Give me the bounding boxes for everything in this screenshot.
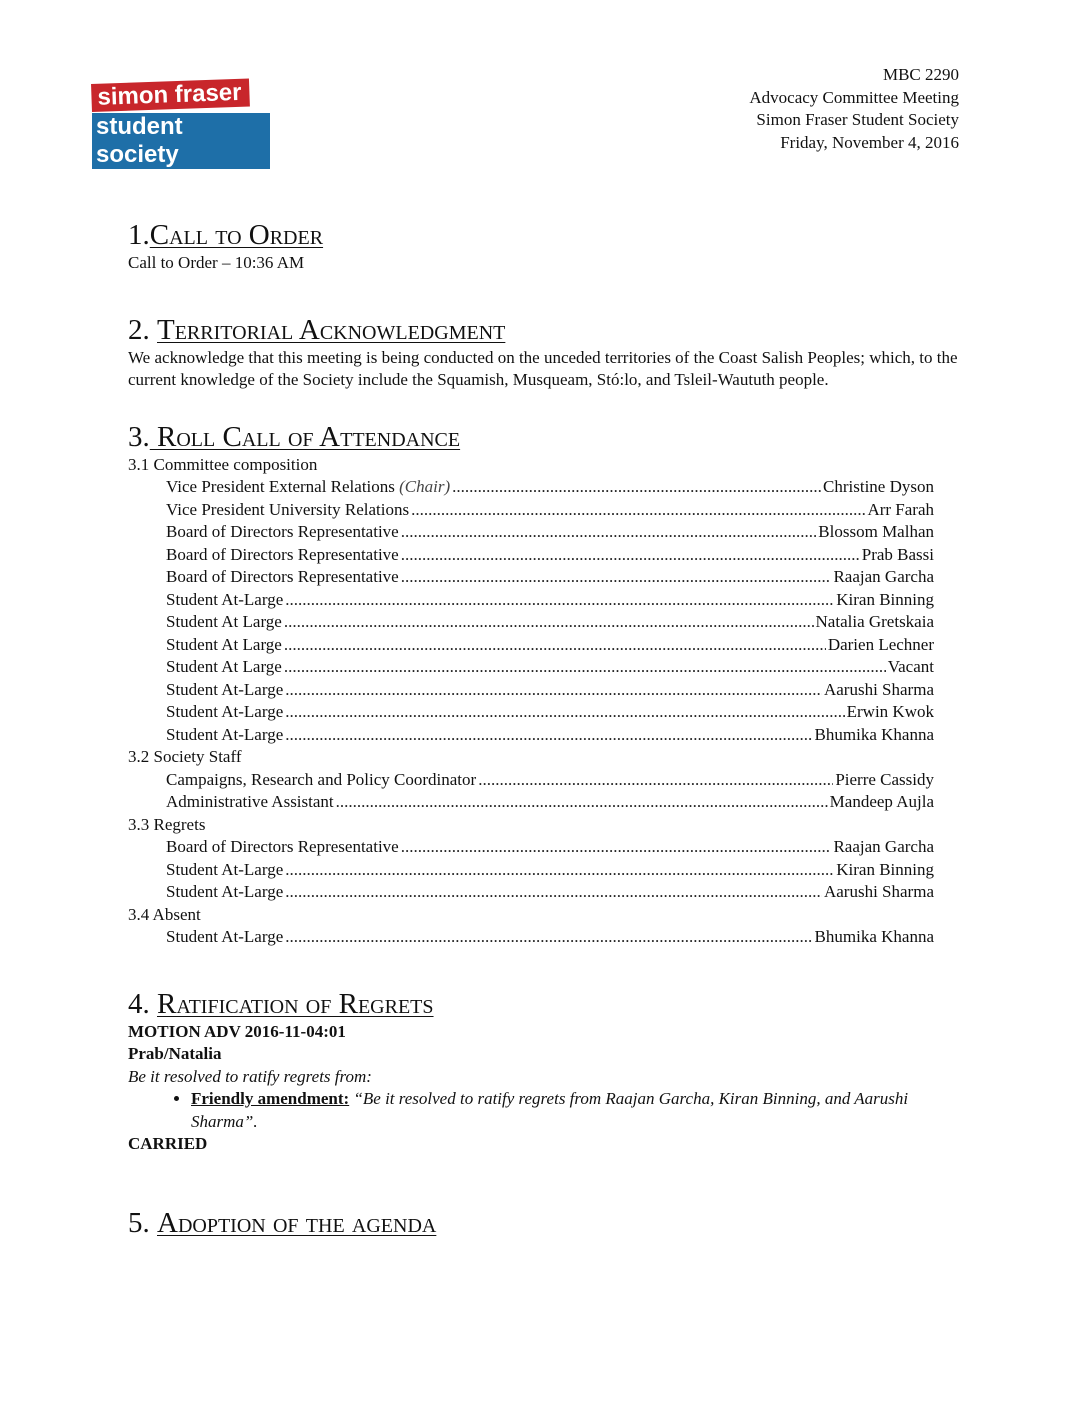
attendee-role: Vice President University Relations xyxy=(166,499,410,519)
attendee-name: Mandeep Aujla xyxy=(829,792,934,811)
header-meeting: Advocacy Committee Meeting xyxy=(749,87,959,107)
list-item xyxy=(191,1088,960,1133)
attendee-name: Darien Lechner xyxy=(827,634,934,654)
attendance-row xyxy=(166,566,934,589)
attendee-role: Student At-Large xyxy=(166,679,284,699)
dot-leader xyxy=(285,701,844,724)
section-roll-call xyxy=(128,420,960,949)
dot-leader xyxy=(336,791,828,814)
attendee-role: Vice President External Relations (Chair) xyxy=(166,477,451,496)
attendee-role: Board of Directors Representative xyxy=(166,522,399,541)
attendee-name: Kiran Binning xyxy=(836,589,934,609)
attendance-row xyxy=(166,611,934,634)
attendee-name: Aarushi Sharma xyxy=(823,679,934,699)
amendment-label: Friendly amendment: xyxy=(191,1089,350,1108)
minutes-body xyxy=(128,218,960,1240)
attendee-role: Student At-Large xyxy=(166,589,284,609)
attendee-name: Aarushi Sharma xyxy=(823,882,934,901)
logo-line-1: simon fraser xyxy=(91,79,250,112)
section-heading: 2. Territorial Acknowledgment xyxy=(128,313,506,346)
section-adoption-of-agenda xyxy=(128,1206,960,1240)
absent-list xyxy=(128,926,960,949)
attendee-name: Bhumika Khanna xyxy=(814,724,934,744)
section-heading: 3. Roll Call of Attendance xyxy=(128,420,461,453)
dot-leader xyxy=(284,634,826,657)
attendance-row xyxy=(166,634,934,657)
attendee-role: Campaigns, Research and Policy Coordinator xyxy=(166,769,477,789)
attendance-row xyxy=(166,544,934,567)
composition-list xyxy=(128,476,960,746)
regrets-label: 3.3 Regrets xyxy=(128,814,206,834)
attendance-row xyxy=(166,836,934,859)
dot-leader xyxy=(478,769,833,792)
dot-leader xyxy=(401,544,860,567)
attendee-role: Administrative Assistant xyxy=(166,792,334,811)
section-ratification-of-regrets xyxy=(128,987,960,1156)
header-room: MBC 2290 xyxy=(882,65,959,84)
dot-leader xyxy=(284,656,886,679)
dot-leader xyxy=(452,476,821,499)
dot-leader xyxy=(401,836,832,859)
attendee-name: Bhumika Khanna xyxy=(814,927,934,946)
dot-leader xyxy=(411,499,865,522)
regrets-list xyxy=(128,836,960,904)
attendee-name: Prab Bassi xyxy=(861,544,934,564)
dot-leader xyxy=(284,611,814,634)
section-heading: 5. Adoption of the agenda xyxy=(128,1206,437,1239)
dot-leader xyxy=(285,859,834,882)
composition-label: 3.1 Committee composition xyxy=(128,454,318,474)
call-to-order-text: Call to Order – 10:36 AM xyxy=(128,253,305,272)
attendance-row xyxy=(166,724,934,747)
attendee-name: Pierre Cassidy xyxy=(835,769,934,789)
attendee-role: Student At Large xyxy=(166,634,282,654)
motion-number: MOTION ADV 2016-11-04:01 xyxy=(128,1021,346,1041)
header-org: Simon Fraser Student Society xyxy=(756,110,959,129)
attendee-role: Board of Directors Representative xyxy=(166,837,399,856)
section-heading: 4. Ratification of Regrets xyxy=(128,987,434,1020)
attendee-name: Raajan Garcha xyxy=(833,837,934,856)
attendee-note: (Chair) xyxy=(399,477,451,496)
header-date: Friday, November 4, 2016 xyxy=(780,132,959,152)
logo-line-2: student society xyxy=(92,113,270,169)
attendee-name: Vacant xyxy=(887,657,934,676)
attendee-name: Arr Farah xyxy=(867,499,934,519)
attendee-name: Kiran Binning xyxy=(836,859,934,879)
attendance-row xyxy=(166,499,934,522)
amendment-list xyxy=(128,1088,960,1133)
attendance-row xyxy=(166,476,934,499)
attendance-row xyxy=(166,589,934,612)
attendance-row xyxy=(166,521,934,544)
dot-leader xyxy=(285,881,822,904)
attendee-role: Student At-Large xyxy=(166,724,284,744)
attendee-role: Student At-Large xyxy=(166,927,284,946)
attendance-row xyxy=(166,791,934,814)
attendee-role: Student At-Large xyxy=(166,702,284,721)
absent-label: 3.4 Absent xyxy=(128,904,201,924)
staff-list xyxy=(128,769,960,814)
dot-leader xyxy=(401,566,832,589)
attendee-role: Board of Directors Representative xyxy=(166,567,399,586)
motion-result: CARRIED xyxy=(128,1134,208,1153)
attendee-role: Student At-Large xyxy=(166,859,284,879)
amendment-text: “Be it resolved to ratify regrets from Raajan Garcha, Kiran Binning, and Aarushi Sharma”. xyxy=(191,1089,909,1131)
attendance-row xyxy=(166,656,934,679)
attendee-role: Student At-Large xyxy=(166,882,284,901)
staff-label: 3.2 Society Staff xyxy=(128,747,242,766)
acknowledgment-text: We acknowledge that this meeting is being conducted on the unceded territories of the Coast Salish Peoples; which, to the current knowledge of the Society include the Squamish, Musqueam, Stó:lo, and Tsleil-Waututh people. xyxy=(128,347,958,389)
attendee-name: Natalia Gretskaia xyxy=(815,612,934,631)
dot-leader xyxy=(285,926,812,949)
attendee-role: Board of Directors Representative xyxy=(166,544,399,564)
sfss-logo xyxy=(92,78,270,169)
section-heading: 1.Call to Order xyxy=(128,219,324,251)
attendance-row xyxy=(166,881,934,904)
dot-leader xyxy=(285,679,822,702)
motion-movers: Prab/Natalia xyxy=(128,1044,222,1063)
attendee-role: Student At Large xyxy=(166,657,282,676)
dot-leader xyxy=(285,724,812,747)
attendee-name: Blossom Malhan xyxy=(818,522,934,541)
attendance-row xyxy=(166,769,934,792)
section-territorial-acknowledgment xyxy=(128,313,960,392)
motion-resolved: Be it resolved to ratify regrets from: xyxy=(128,1066,372,1086)
attendance-row xyxy=(166,926,934,949)
attendance-row xyxy=(166,859,934,882)
dot-leader xyxy=(401,521,817,544)
section-call-to-order xyxy=(128,218,960,275)
attendee-name: Raajan Garcha xyxy=(833,567,934,586)
attendee-name: Erwin Kwok xyxy=(846,702,934,721)
attendance-row xyxy=(166,701,934,724)
attendee-name: Christine Dyson xyxy=(823,477,934,496)
attendee-role: Student At Large xyxy=(166,612,282,631)
meeting-header xyxy=(749,64,959,154)
attendance-row xyxy=(166,679,934,702)
dot-leader xyxy=(285,589,834,612)
